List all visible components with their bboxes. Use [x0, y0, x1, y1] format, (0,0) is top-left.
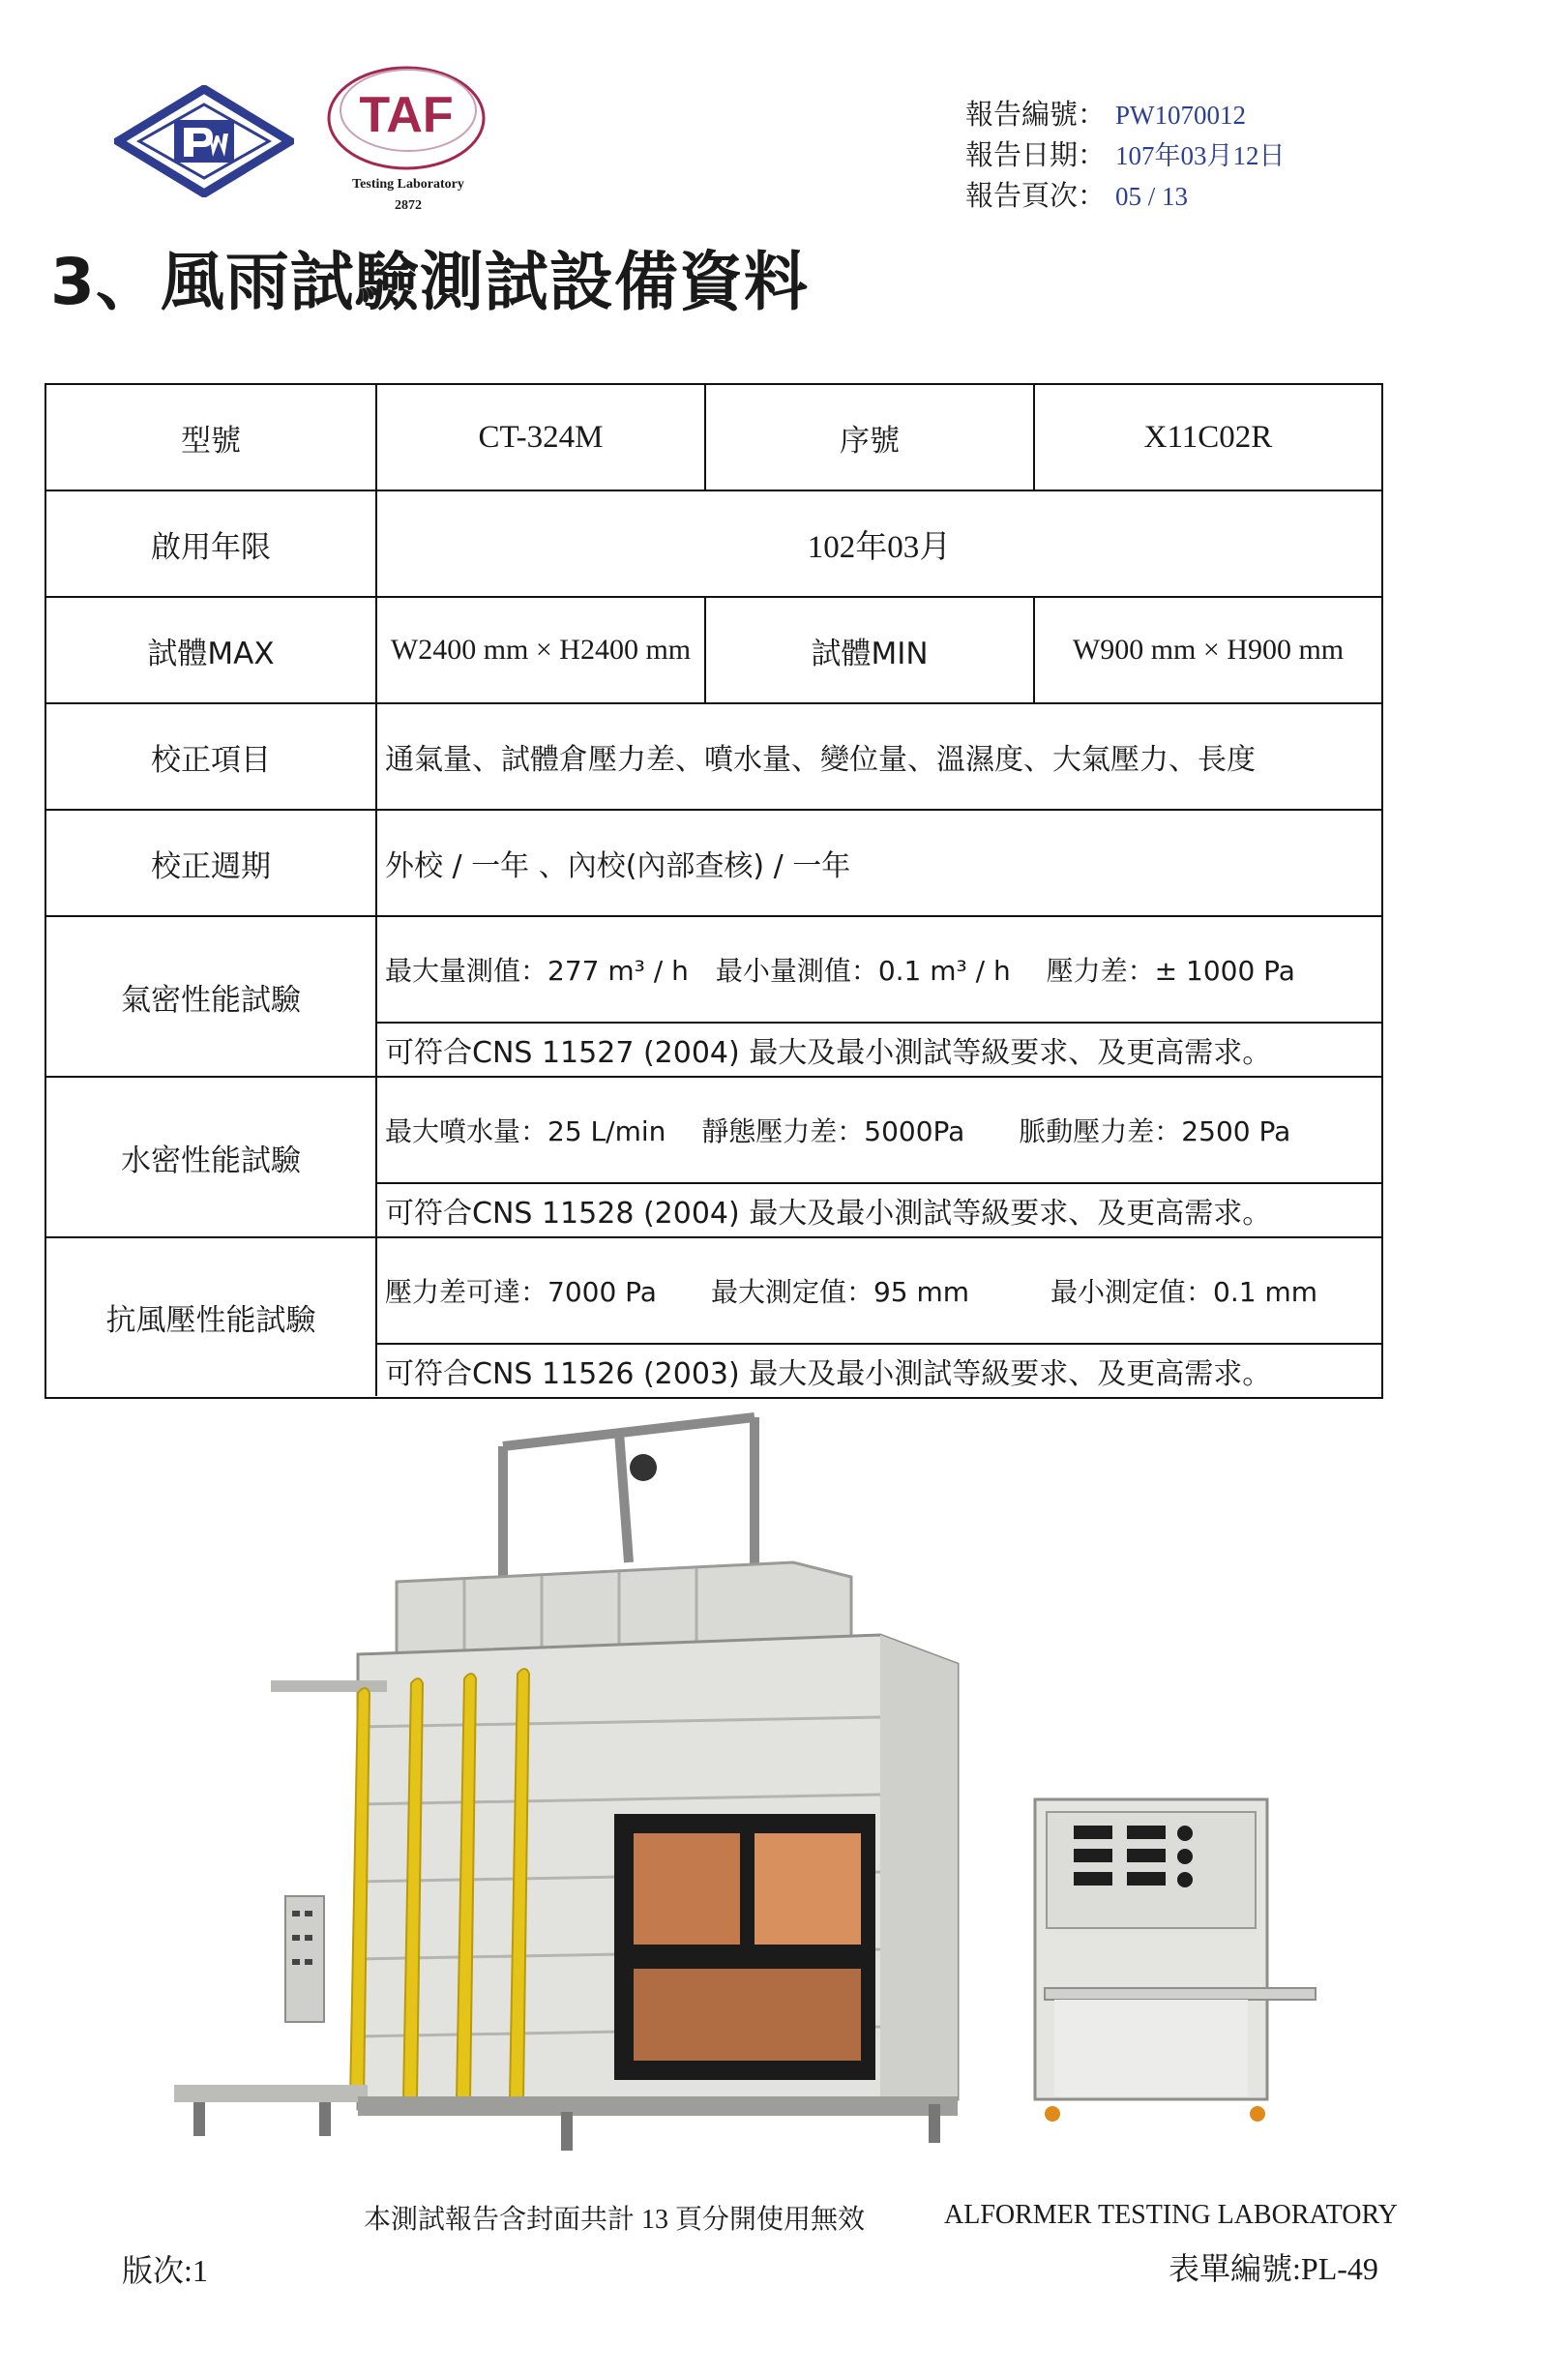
service-label: 啟用年限: [46, 491, 377, 598]
base-platform: [174, 2085, 368, 2102]
report-page-label: 報告頁次：: [965, 179, 1107, 212]
taf-caption-line1: Testing Laboratory: [352, 177, 464, 192]
footer-version: 版次:1: [122, 2253, 208, 2288]
report-number-value: PW1070012: [1115, 101, 1246, 130]
min-size-label: 試體MIN: [706, 598, 1035, 704]
calibration-items-label: 校正項目: [46, 704, 377, 811]
report-number-row: [965, 93, 1246, 133]
window-pane-bottom: [634, 1969, 861, 2061]
calibration-cycle-value: 外校 / 一年 、內校(內部查核) / 一年: [377, 811, 1381, 917]
report-page-value: 05 / 13: [1115, 182, 1189, 211]
air-test-spec: 最大量測值：277 m³ / h 最小量測值：0.1 m³ / h 壓力差：± 1000 Pa: [377, 917, 1381, 1024]
window-pane-right: [754, 1833, 861, 1945]
base-rail: [358, 2096, 958, 2116]
test-equipment-photo: [174, 1408, 1335, 2172]
report-date-value: 107年03月12日: [1115, 141, 1286, 170]
footer-lab-name: ALFORMER TESTING LABORATORY: [944, 2200, 1398, 2230]
side-arm: [271, 1680, 387, 1692]
wind-test-standard: 可符合CNS 11526 (2003) 最大及最小測試等級要求、及更高需求。: [385, 1356, 1272, 1391]
control-console: [1035, 1799, 1316, 2122]
report-page-row: [965, 174, 1188, 214]
serial-value: X11C02R: [1035, 385, 1381, 491]
wind-test-label: 抗風壓性能試驗: [46, 1238, 377, 1396]
service-value: 102年03月: [377, 491, 1381, 598]
calibration-cycle-label: 校正週期: [46, 811, 377, 917]
model-label: 型號: [46, 385, 377, 491]
window-pane-left: [634, 1833, 740, 1945]
footer-form-number: 表單編號:PL-49: [1169, 2251, 1378, 2286]
footer-note: 本測試報告含封面共計 13 頁分開使用無效: [364, 2205, 866, 2235]
taf-logo: [319, 62, 493, 178]
pulley-wheel: [630, 1454, 657, 1481]
wind-test-spec: 壓力差可達：7000 Pa 最大測定值：95 mm 最小測定值：0.1 mm: [377, 1238, 1381, 1345]
model-value: CT-324M: [377, 385, 706, 491]
air-test-standard: 可符合CNS 11527 (2004) 最大及最小測試等級要求、及更高需求。: [377, 1024, 1381, 1078]
water-test-spec: 最大噴水量：25 L/min 靜態壓力差：5000Pa 脈動壓力差：2500 Pa: [377, 1078, 1381, 1184]
pw-logo: [114, 85, 294, 197]
gantry-frame: [503, 1417, 754, 1582]
serial-label: 序號: [706, 385, 1035, 491]
calibration-items-value: 通氣量、試體倉壓力差、噴水量、變位量、溫濕度、大氣壓力、長度: [377, 704, 1381, 811]
taf-caption-line2: 2872: [395, 198, 422, 213]
min-size-value: W900 mm × H900 mm: [1035, 598, 1381, 704]
air-test-label: 氣密性能試驗: [46, 917, 377, 1078]
water-test-label: 水密性能試驗: [46, 1078, 377, 1238]
report-date-label: 報告日期：: [965, 138, 1107, 171]
report-number-label: 報告編號：: [965, 98, 1107, 131]
spec-table: [44, 383, 1383, 1399]
taf-logo-text: TAF: [359, 87, 454, 143]
water-test-standard: 可符合CNS 11528 (2004) 最大及最小測試等級要求、及更高需求。: [377, 1184, 1381, 1238]
max-size-value: W2400 mm × H2400 mm: [377, 598, 706, 704]
max-size-label: 試體MAX: [46, 598, 377, 704]
page-title: 3、風雨試驗測試設備資料: [50, 245, 809, 319]
report-date-row: [965, 134, 1286, 173]
